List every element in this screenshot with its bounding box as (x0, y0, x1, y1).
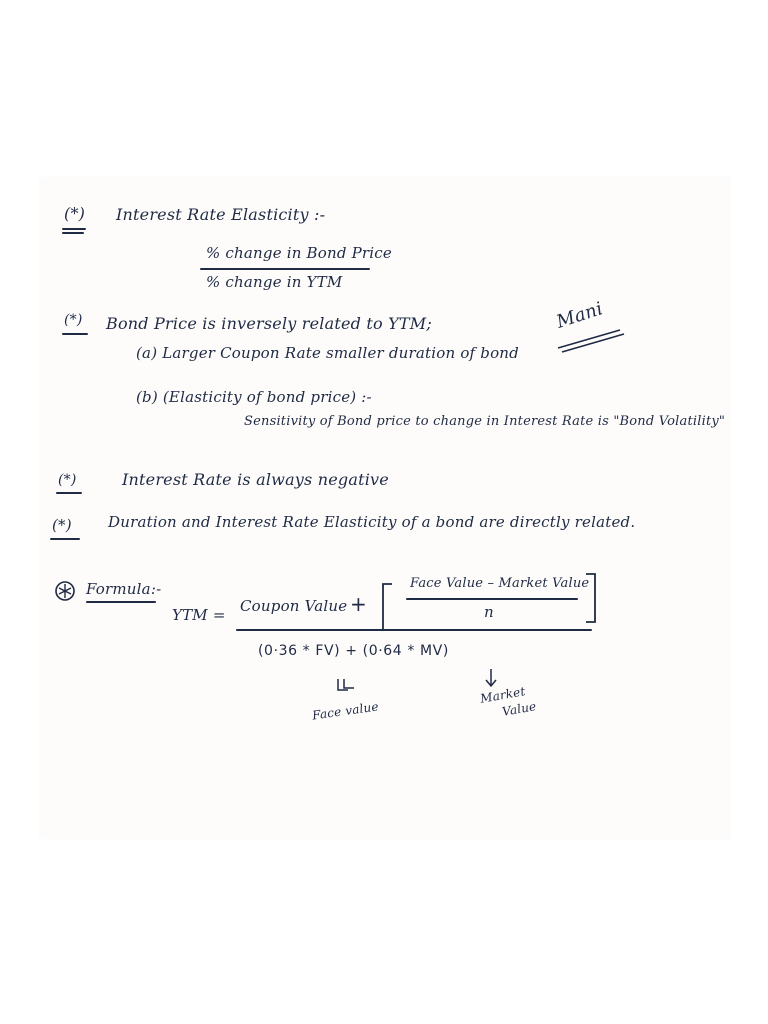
formula-heading: Formula:- (86, 580, 162, 598)
bracket-left-icon (380, 582, 394, 632)
annotation-face-value: Face value (311, 699, 380, 723)
fraction-bar (200, 268, 370, 270)
ytm-label: YTM = (172, 606, 226, 624)
signature: Mani (553, 298, 606, 333)
item-b-elasticity: (b) (Elasticity of bond price) :- (136, 388, 372, 406)
notebook-sheet (40, 178, 730, 838)
formula-heading-underline (86, 601, 156, 603)
heading-interest-rate-elasticity: Interest Rate Elasticity :- (116, 205, 326, 224)
annotation-value: Value (501, 699, 538, 719)
main-fraction-bar (236, 629, 592, 631)
bullet-marker-2: (*) (64, 312, 83, 328)
signature-underline-icon (556, 328, 626, 352)
fraction-numerator: % change in Bond Price (206, 244, 392, 262)
duration-elasticity-line: Duration and Interest Rate Elasticity of a bond are directly related. (108, 513, 636, 531)
marker-underline-3 (56, 492, 82, 494)
interest-rate-negative-line: Interest Rate is always negative (122, 470, 389, 489)
fraction-denominator: % change in YTM (206, 273, 343, 291)
formula-denominator: (0·36 * FV) + (0·64 * MV) (258, 643, 449, 659)
bond-price-inverse-line: Bond Price is inversely related to YTM; (106, 314, 432, 333)
arrow-to-market-value-icon (484, 668, 498, 688)
bracket-fraction-bar (406, 598, 578, 600)
coupon-value: Coupon Value (240, 597, 348, 615)
item-a-coupon-rate: (a) Larger Coupon Rate smaller duration of bond (136, 344, 519, 362)
bond-volatility-line: Sensitivity of Bond price to change in Interest Rate is "Bond Volatility" (244, 414, 726, 429)
marker-underline-1 (62, 228, 86, 230)
marker-underline-2 (62, 333, 88, 335)
marker-underline-4 (50, 538, 80, 540)
marker-underline-1b (62, 232, 84, 234)
plus-sign: + (350, 592, 367, 616)
circled-star-icon (54, 580, 76, 602)
bracket-denominator: n (484, 603, 494, 621)
arrow-to-face-value-icon (332, 676, 356, 698)
bracket-numerator: Face Value – Market Value (410, 576, 590, 591)
annotation-market: Market (479, 684, 527, 706)
bullet-marker-1: (*) (64, 204, 86, 223)
bracket-right-icon (584, 572, 598, 624)
bullet-marker-4: (*) (52, 516, 72, 534)
bullet-marker-3: (*) (58, 472, 77, 488)
